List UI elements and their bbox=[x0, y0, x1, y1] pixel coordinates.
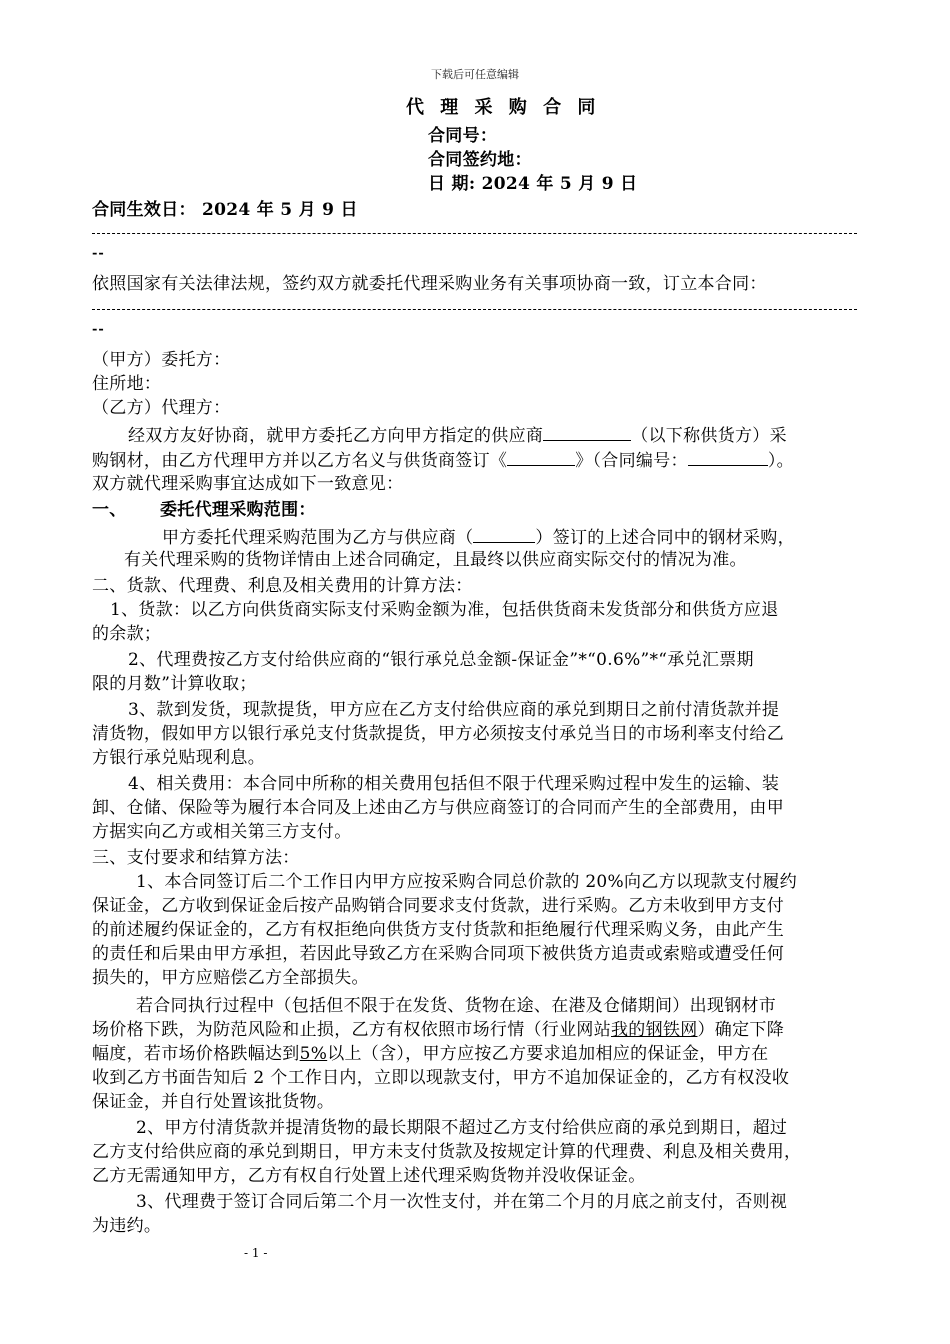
decline-percentage: 5% bbox=[299, 1044, 328, 1064]
section-1-text: 甲方委托代理采购范围为乙方与供应商（ bbox=[162, 528, 474, 548]
contract-date: 日 期: 2024 年 5 月 9 日 bbox=[428, 174, 638, 194]
header-note: 下载后可任意编辑 bbox=[431, 68, 519, 81]
page-number: - 1 - bbox=[244, 1246, 268, 1260]
section-3-line bbox=[92, 1018, 784, 1042]
section-3-line: 乙方无需通知甲方，乙方有权自行处置上述代理采购货物并没收保证金。 bbox=[92, 1166, 646, 1186]
section-3-text: 以上（含），甲方应按乙方要求追加相应的保证金，甲方在 bbox=[327, 1044, 769, 1064]
section-2-line: 的余款； bbox=[92, 624, 162, 644]
address-label: 住所地： bbox=[92, 374, 162, 394]
section-2-line: 清货物，假如甲方以银行承兑支付货款提货，甲方必须按支付承兑当日的市场利率支付给乙 bbox=[92, 724, 784, 744]
section-2-line: 2、代理费按乙方支付给供应商的“银行承兑总金额-保证金”*“0.6%”*“承兑汇票期 bbox=[128, 650, 754, 670]
contract-number-blank bbox=[688, 447, 768, 466]
section-3-line: 保证金，乙方收到保证金后按产品购销合同要求支付货款，进行采购。乙方未收到甲方支付 bbox=[92, 896, 784, 916]
section-3-line: 保证金，并自行处置该批货物。 bbox=[92, 1092, 335, 1112]
section-3-line: 损失的，甲方应赔偿乙方全部损失。 bbox=[92, 968, 369, 988]
section-3-line: 收到乙方书面告知后 2 个工作日内，立即以现款支付，甲方不追加保证金的，乙方有权没收 bbox=[92, 1068, 790, 1088]
separator-tail: -- bbox=[92, 322, 105, 337]
preamble-text: （以下称供货方）采 bbox=[631, 426, 787, 446]
steel-website-link[interactable]: 我的钢铁网 bbox=[611, 1020, 698, 1040]
section-1-title: 委托代理采购范围： bbox=[160, 500, 316, 520]
separator-line bbox=[92, 309, 857, 310]
section-3-line bbox=[92, 1042, 769, 1066]
preamble-text: 》（合同编号： bbox=[575, 451, 688, 471]
party-a-label: （甲方）委托方： bbox=[92, 350, 231, 370]
preamble-line bbox=[128, 422, 787, 448]
preamble-line bbox=[92, 447, 794, 473]
section-1-line bbox=[162, 524, 795, 550]
section-3-line: 1、本合同签订后二个工作日内甲方应按采购合同总价款的 20%向乙方以现款支付履约 bbox=[136, 872, 798, 892]
effective-date: 合同生效日： 2024 年 5 月 9 日 bbox=[92, 200, 358, 220]
section-2-line: 方银行承兑贴现利息。 bbox=[92, 748, 265, 768]
section-1-text: ）签订的上述合同中的钢材采购， bbox=[535, 528, 795, 548]
section-2-line: 1、货款：以乙方向供货商实际支付采购金额为准，包括供货商未发货部分和供货方应退 bbox=[110, 600, 779, 620]
preamble-text: 购钢材，由乙方代理甲方并以乙方名义与供货商签订《 bbox=[92, 451, 508, 471]
section-2-line: 卸、仓储、保险等为履行本合同及上述由乙方与供应商签订的合同而产生的全部费用，由甲 bbox=[92, 798, 784, 818]
section-3-text: 场价格下跌，为防范风险和止损，乙方有权依照市场行情（行业网站 bbox=[92, 1020, 611, 1040]
contract-title: 代 理 采 购 合 同 bbox=[406, 97, 601, 118]
section-3-line: 3、代理费于签订合同后第二个月一次性支付，并在第二个月的月底之前支付，否则视 bbox=[136, 1192, 788, 1212]
section-3-title: 三、支付要求和结算方法： bbox=[92, 848, 300, 868]
contract-name-blank bbox=[507, 447, 575, 466]
section-3-text: 幅度，若市场价格跌幅达到 bbox=[92, 1044, 300, 1064]
section-3-line: 乙方支付给供应商的承兑到期日，甲方未支付货款及按规定计算的代理费、利息及相关费用， bbox=[92, 1142, 802, 1162]
section-2-line: 4、相关费用：本合同中所称的相关费用包括但不限于代理采购过程中发生的运输、装 bbox=[128, 774, 780, 794]
preamble-line: 双方就代理采购事宜达成如下一致意见： bbox=[92, 474, 404, 494]
section-2-line: 3、款到发货，现款提货，甲方应在乙方支付给供应商的承兑到期日之前付清货款并提 bbox=[128, 700, 780, 720]
section-3-line: 2、甲方付清货款并提清货物的最长期限不超过乙方支付给供应商的承兑到期日，超过 bbox=[136, 1118, 788, 1138]
separator-tail: -- bbox=[92, 246, 105, 261]
preamble-text: ）。 bbox=[767, 451, 794, 471]
section-1-number: 一、 bbox=[92, 500, 127, 520]
contract-number-label: 合同号： bbox=[428, 126, 498, 146]
section-3-line: 的前述履约保证金的，乙方有权拒绝向供货方支付货款和拒绝履行代理采购义务，由此产生 bbox=[92, 920, 784, 940]
intro-paragraph: 依照国家有关法律法规，签约双方就委托代理采购业务有关事项协商一致，订立本合同： bbox=[92, 274, 767, 294]
section-3-line: 若合同执行过程中（包括但不限于在发货、货物在途、在港及仓储期间）出现钢材市 bbox=[136, 996, 777, 1016]
section-3-line: 为违约。 bbox=[92, 1216, 162, 1236]
separator-line bbox=[92, 233, 857, 234]
section-3-line: 的责任和后果由甲方承担，若因此导致乙方在采购合同项下被供货方追责或索赔或遭受任何 bbox=[92, 944, 784, 964]
preamble-text: 经双方友好协商，就甲方委托乙方向甲方指定的供应商 bbox=[128, 426, 544, 446]
supplier-blank bbox=[543, 422, 631, 441]
section-2-title: 二、货款、代理费、利息及相关费用的计算方法： bbox=[92, 576, 473, 596]
section-3-text: ）确定下降 bbox=[697, 1020, 784, 1040]
section-2-line: 方据实向乙方或相关第三方支付。 bbox=[92, 822, 352, 842]
section-1-line: 有关代理采购的货物详情由上述合同确定，且最终以供应商实际交付的情况为准。 bbox=[124, 550, 747, 570]
section-2-line: 限的月数”计算收取； bbox=[92, 674, 257, 694]
signing-place-label: 合同签约地： bbox=[428, 150, 532, 170]
party-b-label: （乙方）代理方： bbox=[92, 398, 231, 418]
supplier-blank bbox=[473, 524, 535, 543]
